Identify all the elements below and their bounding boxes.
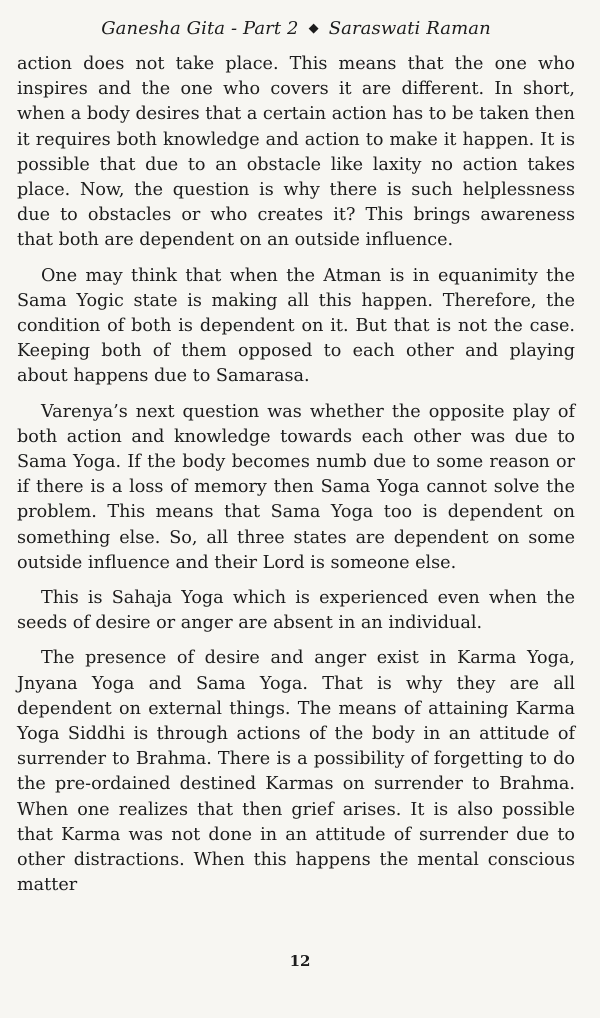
page-number: 12 xyxy=(289,952,311,970)
body-text xyxy=(17,52,575,899)
separator-diamond-icon: ◆ xyxy=(308,21,319,36)
paragraph: One may think that when the Atman is in equanimity the Sama Yogic state is making all this happen. Therefore, the condition of both is dependent on it. But that is not the case. Keeping both of them opposed to each other and playing about happens due to Samarasa. xyxy=(17,265,575,387)
paragraph: The presence of desire and anger exist in Karma Yoga, Jnyana Yoga and Sama Yoga. That is why they are all dependent on external things. The means of attaining Karma Yoga Siddhi is through actions of the body in an attitude of surrender to Brahma. There is a possibility of forgetting to do the pre-ordained destined Karmas on surrender to Brahma. When one realizes that then grief arises. It is also possible that Karma was not done in an attitude of surrender due to other distractions. When this happens the mental conscious matter xyxy=(17,648,575,896)
paragraph: This is Sahaja Yoga which is experienced even when the seeds of desire or anger are absent in an individual. xyxy=(17,588,575,634)
running-header xyxy=(17,0,575,42)
paragraph: Varenya’s next question was whether the opposite play of both action and knowledge towards each other was due to Sama Yoga. If the body becomes numb due to some reason or if there is a loss of memory then Sama Yoga cannot solve the problem. This means that Sama Yoga too is dependent on something else. So, all three states are dependent on some outside influence and their Lord is someone else. xyxy=(17,401,575,573)
paragraph-continued: action does not take place. This means that the one who inspires and the one who covers it are different. In short, when a body desires that a certain action has to be taken then it requires both knowledge and action to make it happen. It is possible that due to an obstacle like laxity no action takes place. Now, the question is why there is such helplessness due to obstacles or who creates it? This brings awareness that both are dependent on an outside influence. xyxy=(17,54,575,251)
author-name: Saraswati Raman xyxy=(328,18,491,39)
book-title: Ganesha Gita - Part 2 xyxy=(101,18,299,39)
